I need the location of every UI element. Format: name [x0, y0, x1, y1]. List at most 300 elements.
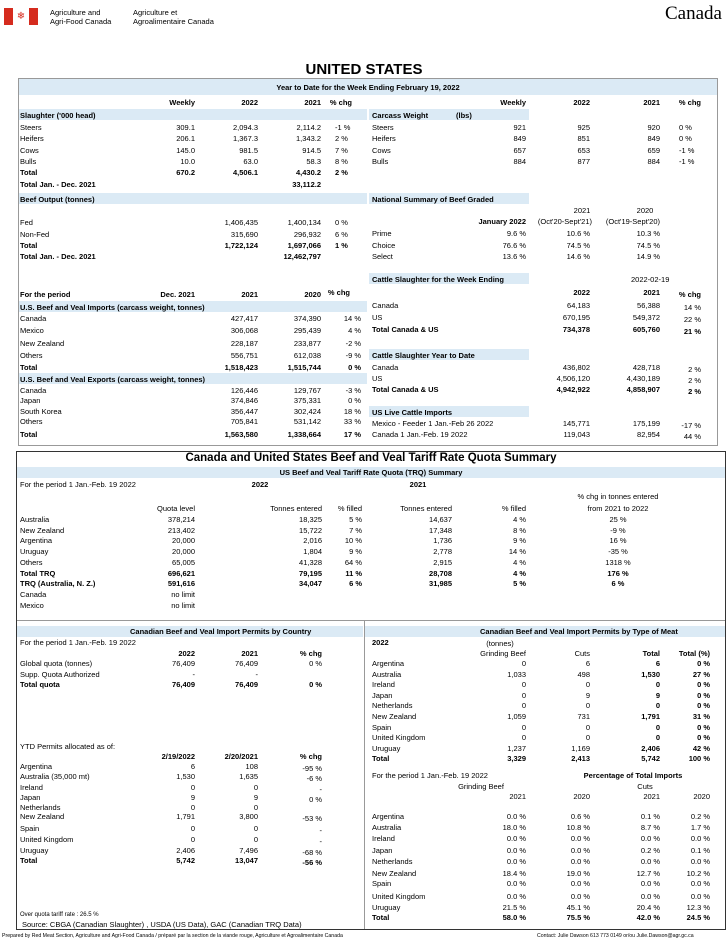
pct-value: 0.0 %: [570, 892, 590, 901]
graded-col-header: January 2022: [478, 217, 526, 226]
permits-ytd-row-label: United Kingdom: [20, 835, 74, 844]
cattle-week-pct: 22 %: [683, 315, 701, 324]
beef-output-value: 1,722,124: [224, 241, 258, 250]
permits-type-heading: Canadian Beef and Veal Import Permits by Type of Meat: [480, 627, 678, 636]
live-imports-heading: US Live Cattle Imports: [372, 408, 453, 417]
slaughter-pct: -1 %: [335, 123, 351, 132]
permits-ytd-row-label: Argentina: [20, 762, 53, 771]
carcass-col-header: % chg: [678, 98, 701, 107]
permits-ytd-value: 2,406: [176, 846, 195, 855]
cattle-ytd-pct: 2 %: [688, 387, 701, 396]
permits-type-col-header: Grinding Beef: [480, 649, 526, 658]
cattle-ytd-row-label: US: [372, 374, 383, 383]
permits-type-value: 0: [585, 733, 590, 743]
pct-value: 0.0 %: [640, 857, 660, 866]
permits-ytd-value: 6: [190, 762, 195, 771]
carcass-row-label: Cows: [372, 145, 391, 155]
imports-value: 556,751: [230, 351, 258, 360]
trq-row-label: Others: [20, 557, 43, 567]
permits-type-value: 498: [577, 669, 590, 679]
trq-value: 1,804: [303, 547, 322, 557]
permits-ytd-col-header: 2/20/2021: [224, 752, 258, 761]
permits-ytd-row-label: Ireland: [20, 783, 43, 792]
graded-value: 10.6 %: [566, 229, 590, 238]
graded-year: 2021: [573, 206, 591, 215]
pct-value: 0.0 %: [640, 892, 660, 901]
carcass-value: 849: [647, 134, 660, 144]
trq-chg-header: from 2021 to 2022: [587, 504, 649, 513]
permits-type-value: 0: [521, 733, 526, 743]
permits-ytd-value: 9: [190, 793, 195, 802]
graded-year: 2020: [636, 206, 654, 215]
exports-pct: 18 %: [343, 407, 361, 416]
permits-type-total: 0: [655, 733, 660, 743]
exports-row-label: Canada: [20, 386, 47, 395]
slaughter-value: 58.3: [306, 156, 321, 166]
period-label: For the period: [20, 290, 71, 299]
permits-ytd-pct: -53 %: [302, 814, 322, 823]
footer-contact: Contact: Julie Dawson 613 773 0149 or/ou Julie.Dawson@agr.gc.ca: [537, 933, 694, 939]
graded-col-header: (Oct'19-Sept'20): [605, 217, 660, 226]
pct-value: 0.0 %: [506, 812, 526, 821]
permits-type-value: 1,237: [507, 743, 526, 753]
graded-value: 13.6 %: [502, 252, 526, 261]
permits-type-row-label: Japan: [372, 690, 393, 700]
beef-output-value: 315,690: [230, 229, 258, 239]
trq-value: 17,348: [429, 525, 452, 535]
permits-type-value: 1,059: [507, 712, 526, 721]
trq-value: 64 %: [344, 557, 362, 567]
permits-ytd-pct: -95 %: [302, 764, 322, 773]
pct-value: 0.0 %: [640, 834, 660, 843]
trq-chg-header: % chg in tonnes entered: [577, 492, 659, 501]
period-col-header: % chg: [327, 288, 350, 297]
pct-value: 12.7 %: [636, 869, 660, 878]
permits-type-value: 0: [585, 680, 590, 690]
permits-type-value: 2,413: [571, 754, 590, 764]
carcass-value: 884: [647, 156, 660, 166]
slaughter-value: 10.0: [180, 156, 195, 166]
cattle-week-col-header: 2022: [573, 288, 590, 297]
imports-value: 1,515,744: [287, 363, 321, 372]
trq-value: 5 %: [513, 579, 526, 589]
slaughter-heading: Slaughter ('000 head): [20, 111, 96, 120]
pct-grinding-header: Grinding Beef: [458, 782, 504, 791]
permits-country-value: -: [192, 669, 195, 679]
cattle-ytd-heading: Cattle Slaughter Year to Date: [372, 351, 475, 360]
cattle-week-row-label: Total Canada & US: [372, 325, 439, 334]
trq-row-label: Mexico: [20, 600, 44, 610]
page-title: UNITED STATES: [305, 61, 423, 78]
trq-value: 9 %: [349, 547, 362, 557]
permits-country-value: 76,409: [172, 659, 195, 668]
exports-value: 129,767: [293, 386, 321, 395]
live-imports-value: 175,199: [632, 419, 660, 428]
carcass-pct: 0 %: [679, 134, 692, 144]
permits-ytd-pct: 0 %: [309, 795, 322, 804]
aafc-fr-line-2: Agroalimentaire Canada: [133, 17, 214, 26]
beef-output-pct: 1 %: [335, 241, 348, 250]
permits-ytd-value: 1,791: [176, 812, 195, 821]
pct-value: 42.0 %: [636, 913, 660, 922]
carcass-unit: (lbs): [456, 111, 472, 120]
trq-col-header: % filled: [501, 504, 526, 513]
trq-value: 14 %: [508, 547, 526, 557]
trq-value: 10 %: [344, 536, 362, 546]
pct-value: 0.0 %: [506, 834, 526, 843]
exports-value: 1,563,580: [224, 430, 258, 439]
trq-value: 8 %: [513, 525, 526, 535]
slaughter-pct: 7 %: [335, 145, 348, 155]
permits-ytd-value: 1,530: [176, 772, 195, 781]
imports-value: 306,068: [230, 326, 258, 335]
imports-heading: U.S. Beef and Veal Imports (carcass weight, tonnes): [20, 303, 205, 312]
cattle-week-pct: 14 %: [683, 303, 701, 312]
exports-value: 356,447: [230, 407, 258, 416]
permits-type-total: 9: [655, 690, 660, 700]
cattle-week-date: 2022-02-19: [631, 275, 670, 284]
pct-value: 18.0 %: [502, 823, 526, 832]
permits-country-pct: 0 %: [309, 680, 322, 689]
permits-type-row-label: New Zealand: [372, 712, 417, 721]
pct-value: 12.3 %: [686, 903, 710, 912]
trq-value: 34,047: [299, 579, 322, 589]
trq-value: 18,325: [299, 515, 322, 524]
carcass-row-label: Heifers: [372, 134, 396, 144]
trq-value: 6 %: [349, 579, 362, 589]
permits-type-row-label: Spain: [372, 722, 392, 732]
cattle-week-value: 605,760: [632, 325, 660, 334]
permits-country-row-label: Supp. Quota Authorized: [20, 669, 100, 679]
permits-ytd-value: 0: [253, 824, 258, 833]
cattle-ytd-pct: 2 %: [688, 376, 701, 385]
permits-ytd-value: 0: [190, 824, 195, 833]
pct-col-header: 2021: [509, 792, 526, 801]
imports-value: 427,417: [230, 314, 258, 323]
pct-row-label: New Zealand: [372, 869, 417, 878]
slaughter-row-label: Total: [20, 168, 38, 178]
permits-type-total: 0: [655, 701, 660, 711]
permits-country-row-label: Global quota (tonnes): [20, 659, 93, 668]
aafc-fr-line-1: Agriculture et: [133, 8, 178, 17]
slaughter-row-label: Cows: [20, 145, 39, 155]
permits-ytd-value: 5,742: [176, 856, 195, 865]
permits-type-row-label: Ireland: [372, 680, 395, 690]
live-imports-value: 119,043: [563, 430, 590, 439]
pct-value: 0.0 %: [570, 879, 590, 888]
slaughter-col-header: 2021: [304, 98, 321, 107]
trq-subtitle: US Beef and Veal Tariff Rate Quota (TRQ) Summary: [279, 468, 463, 477]
trq-value: 28,708: [429, 568, 452, 578]
source-note: Source: CBGA (Canadian Slaughter) , USDA (US Data), GAC (Canadian TRQ Data): [22, 920, 302, 929]
graded-value: 9.6 %: [506, 229, 526, 238]
trq-value: 4 %: [513, 515, 526, 524]
pct-value: 75.5 %: [566, 913, 590, 922]
exports-row-label: Japan: [20, 396, 41, 405]
trq-row-label: New Zealand: [20, 525, 65, 535]
pct-row-label: Uruguay: [372, 903, 401, 912]
permits-type-total: 1,530: [641, 669, 660, 679]
slaughter-value: 1,343.2: [295, 134, 321, 144]
period-col-header: 2021: [241, 290, 258, 299]
permits-ytd-row-label: Japan: [20, 793, 41, 802]
permits-type-value: 0: [521, 680, 526, 690]
trq-value: 4 %: [513, 568, 526, 578]
pct-value: 21.5 %: [502, 903, 526, 912]
imports-pct: 0 %: [348, 363, 361, 372]
slaughter-value: 1,367.3: [232, 134, 258, 144]
trq-value: 14,637: [429, 515, 452, 524]
graded-row-label: Select: [372, 252, 393, 261]
trq-value: 5 %: [349, 515, 362, 524]
trq-value: no limit: [171, 600, 195, 610]
pct-value: 58.0 %: [502, 913, 526, 922]
pct-row-label: Total: [372, 913, 390, 922]
permits-ytd-pct: -: [319, 837, 322, 846]
beef-output-value: 1,697,066: [287, 241, 321, 250]
permits-type-pct: 0 %: [697, 733, 710, 743]
trq-col-header: Tonnes entered: [400, 504, 452, 513]
permits-ytd-value: 0: [253, 835, 258, 844]
carcass-value: 921: [513, 123, 526, 132]
trq-row-label: Argentina: [20, 536, 53, 546]
pct-value: 1.7 %: [690, 823, 710, 832]
permits-country-period: For the period 1 Jan.-Feb. 19 2022: [20, 638, 136, 647]
permits-type-col-header: Cuts: [574, 649, 590, 658]
pct-value: 45.1 %: [566, 903, 590, 912]
permits-ytd-row-label: Netherlands: [20, 803, 61, 812]
cattle-ytd-value: 428,718: [632, 363, 660, 372]
slaughter-value: 4,430.2: [295, 168, 321, 178]
trq-chg-value: 176 %: [607, 568, 629, 578]
trq-value: 65,005: [172, 557, 195, 567]
permits-ytd-value: 0: [190, 783, 195, 792]
live-imports-value: 145,771: [562, 419, 590, 428]
trq-row-label: TRQ (Australia, N. Z.): [20, 579, 96, 589]
pct-row-label: Australia: [372, 823, 402, 832]
slaughter-value: 145.0: [176, 145, 195, 155]
trq-year: 2022: [251, 480, 269, 489]
carcass-row-label: Bulls: [372, 156, 389, 166]
beef-output-total-year-value: 12,462,797: [283, 252, 321, 261]
exports-value: 705,841: [230, 417, 258, 426]
slaughter-row-label: Heifers: [20, 134, 44, 144]
exports-pct: 0 %: [348, 396, 361, 405]
us-section-frame: [18, 78, 718, 446]
trq-value: no limit: [171, 589, 195, 599]
pct-col-header: 2020: [693, 792, 710, 801]
exports-pct: -3 %: [345, 386, 361, 395]
permits-type-pct: 0 %: [697, 722, 710, 732]
period-col-header: Dec. 2021: [160, 290, 195, 299]
slaughter-col-header: Weekly: [169, 98, 195, 107]
imports-row-label: Canada: [20, 314, 47, 323]
slaughter-value: 981.5: [239, 145, 258, 155]
beef-output-pct: 6 %: [335, 229, 348, 239]
permits-type-value: 3,329: [507, 754, 526, 764]
permits-type-value: 1,169: [571, 743, 590, 753]
permits-ytd-col-header: 2/19/2022: [161, 752, 195, 761]
trq-value: 2,016: [303, 536, 322, 546]
permits-ytd-row-label: Spain: [20, 824, 40, 833]
cattle-week-value: 549,372: [632, 313, 660, 322]
cattle-week-value: 734,378: [562, 325, 590, 334]
imports-pct: -2 %: [345, 339, 361, 348]
permits-ytd-label: YTD Permits allocated as of:: [20, 742, 116, 751]
permits-type-total: 6: [655, 659, 660, 668]
carcass-value: 849: [513, 134, 526, 144]
exports-pct: 17 %: [343, 430, 361, 439]
pct-value: 0.0 %: [690, 857, 710, 866]
graded-value: 74.5 %: [566, 240, 590, 250]
exports-value: 531,142: [293, 417, 321, 426]
permits-type-value: 0: [521, 722, 526, 732]
trq-value: 1,736: [433, 536, 452, 546]
imports-row-label: Mexico: [20, 326, 44, 335]
over-quota-rate: Over quota tariff rate : 26.5 %: [20, 912, 99, 918]
permits-country-col-header: % chg: [299, 649, 322, 658]
carcass-value: 653: [577, 145, 590, 155]
aafc-en-line-1: Agriculture and: [50, 8, 101, 17]
trq-col-header: % filled: [337, 504, 362, 513]
trq-year: 2021: [409, 480, 427, 489]
pct-value: 0.0 %: [570, 857, 590, 866]
aafc-en-line-2: Agri-Food Canada: [50, 17, 112, 26]
permits-type-pct: 100 %: [688, 754, 710, 764]
permits-type-value: 1,033: [507, 669, 526, 679]
pct-period: For the period 1 Jan.-Feb. 19 2022: [372, 771, 488, 780]
permits-country-pct: 0 %: [309, 659, 322, 668]
permits-ytd-pct: -6 %: [306, 774, 322, 783]
permits-country-value: 76,409: [235, 680, 258, 689]
slaughter-value: 914.5: [302, 145, 321, 155]
imports-value: 228,187: [230, 339, 258, 348]
canada-flag-icon: ❄: [4, 8, 38, 25]
permits-type-row-label: Netherlands: [372, 701, 413, 711]
period-col-header: 2020: [304, 290, 321, 299]
exports-heading: U.S. Beef and Veal Exports (carcass weight, tonnes): [20, 375, 206, 384]
pct-value: 0.1 %: [640, 812, 660, 821]
cattle-ytd-value: 4,942,922: [556, 385, 590, 394]
cattle-ytd-pct: 2 %: [688, 365, 701, 374]
permits-type-value: 0: [521, 701, 526, 711]
permits-type-value: 731: [577, 712, 590, 721]
permits-ytd-value: 0: [253, 803, 258, 812]
pct-value: 0.0 %: [570, 846, 590, 855]
trq-value: 15,722: [299, 525, 322, 535]
permits-type-total: 5,742: [641, 754, 660, 764]
trq-value: 11 %: [345, 568, 362, 578]
permits-type-total: 0: [655, 722, 660, 732]
pct-value: 0.0 %: [690, 879, 710, 888]
cattle-ytd-value: 4,506,120: [556, 374, 590, 383]
permits-type-pct: 42 %: [692, 743, 710, 753]
pct-value: 10.8 %: [566, 823, 590, 832]
permits-type-pct: 0 %: [697, 701, 710, 711]
cattle-week-row-label: Canada: [372, 301, 399, 310]
graded-row-label: Choice: [372, 240, 396, 250]
imports-value: 233,877: [293, 339, 321, 348]
pct-value: 0.0 %: [506, 846, 526, 855]
permits-ytd-pct: -56 %: [302, 858, 322, 867]
trq-value: 7 %: [349, 525, 362, 535]
slaughter-pct: 2 %: [335, 134, 348, 144]
carcass-value: 657: [513, 145, 526, 155]
exports-pct: 33 %: [343, 417, 361, 426]
imports-row-label: Total: [20, 363, 38, 372]
pct-heading: Percentage of Total Imports: [583, 771, 683, 780]
trq-row-label: Uruguay: [20, 547, 49, 557]
imports-row-label: New Zealand: [20, 339, 65, 348]
graded-col-header: (Oct'20-Sept'21): [537, 217, 592, 226]
pct-value: 24.5 %: [686, 913, 710, 922]
slaughter-total-year-value: 33,112.2: [292, 180, 321, 189]
graded-value: 74.5 %: [636, 240, 660, 250]
pct-value: 0.0 %: [690, 892, 710, 901]
permits-type-pct: 0 %: [697, 680, 710, 690]
permits-ytd-pct: -: [319, 785, 322, 794]
cattle-week-value: 64,183: [567, 301, 590, 310]
imports-value: 295,439: [293, 326, 321, 335]
permits-ytd-row-label: New Zealand: [20, 812, 65, 821]
pct-value: 10.2 %: [686, 869, 710, 878]
canada-wordmark: Canada: [665, 3, 722, 24]
permits-type-total: 0: [655, 680, 660, 690]
cattle-ytd-value: 436,802: [562, 363, 590, 372]
cattle-week-heading: Cattle Slaughter for the Week Ending: [372, 275, 504, 284]
permits-ytd-value: 7,496: [239, 846, 258, 855]
trq-chg-value: 1318 %: [605, 557, 631, 567]
pct-row-label: Japan: [372, 846, 393, 855]
slaughter-value: 63.0: [243, 156, 258, 166]
carcass-value: 659: [647, 145, 660, 155]
pct-value: 0.0 %: [506, 857, 526, 866]
trq-value: 2,778: [433, 547, 452, 557]
carcass-row-label: Steers: [372, 123, 394, 132]
cattle-ytd-row-label: Total Canada & US: [372, 385, 439, 394]
pct-value: 0.0 %: [690, 834, 710, 843]
permits-type-pct: 31 %: [692, 712, 710, 721]
permits-ytd-value: 0: [190, 803, 195, 812]
trq-value: 79,195: [299, 568, 322, 578]
graded-value: 14.6 %: [566, 252, 590, 261]
pct-col-header: 2020: [573, 792, 590, 801]
slaughter-value: 2,114.2: [296, 123, 321, 132]
pct-value: 0.0 %: [640, 879, 660, 888]
trq-chg-value: 6 %: [611, 579, 625, 589]
pct-cuts-header: Cuts: [637, 782, 653, 791]
permits-country-value: -: [255, 669, 258, 679]
beef-output-row-label: Fed: [20, 218, 33, 227]
trq-row-label: Australia: [20, 515, 50, 524]
pct-value: 20.4 %: [636, 903, 660, 912]
permits-type-value: 0: [521, 659, 526, 668]
imports-value: 612,038: [293, 351, 321, 360]
beef-output-value: 296,932: [293, 229, 321, 239]
carcass-value: 851: [577, 134, 590, 144]
carcass-value: 884: [513, 156, 526, 166]
live-imports-row-label: Canada 1 Jan.-Feb. 19 2022: [372, 430, 468, 439]
exports-row-label: Total: [20, 430, 38, 439]
slaughter-value: 309.1: [176, 123, 195, 132]
pct-row-label: Netherlands: [372, 857, 413, 866]
live-imports-pct: -17 %: [681, 421, 701, 430]
permits-type-year: 2022: [372, 638, 389, 647]
permits-country-value: 76,409: [172, 680, 195, 689]
permits-ytd-value: 13,047: [235, 856, 258, 865]
cattle-ytd-value: 4,430,189: [626, 374, 660, 383]
beef-output-heading: Beef Output (tonnes): [20, 195, 95, 204]
